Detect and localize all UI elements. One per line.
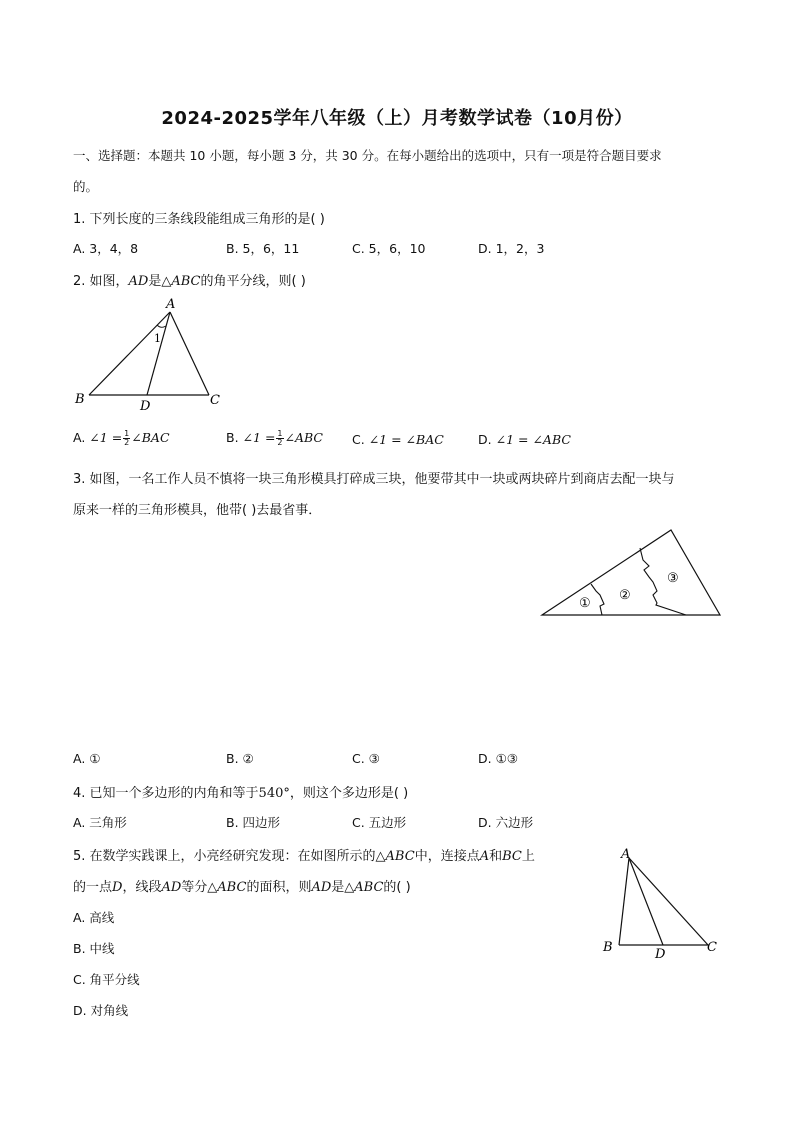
q5-l2-ad2: AD — [311, 880, 332, 895]
q2-label-c: C — [210, 393, 220, 408]
q5-l1-and: 和 — [489, 849, 503, 864]
q2-opt-a-label: A. — [73, 430, 86, 445]
q5-l1-prefix: 5. 在数学实践课上，小亮经研究发现：在如图所示的 — [73, 849, 376, 864]
q5-side-ab — [619, 858, 629, 945]
q2-stem-triangle: △ABC — [161, 274, 201, 289]
q2-stem-suffix: 的角平分线，则( ) — [200, 274, 306, 289]
q4-stem-suffix: ，则这个多边形是( ) — [289, 786, 409, 801]
q2-opt-b-left: ∠1 = — [242, 430, 276, 445]
q5-l1-triangle: △ABC — [375, 849, 415, 864]
q2-opt-a-den: 2 — [124, 438, 130, 447]
question-2-option-b — [226, 430, 323, 447]
q2-opt-b-label: B. — [226, 430, 239, 445]
question-5-option-a: A. 高线 — [73, 910, 115, 925]
q5-l2-mid4: 是 — [331, 880, 345, 895]
q2-stem-mid: 是 — [148, 274, 162, 289]
q2-opt-c-expr: ∠1 = ∠BAC — [368, 432, 444, 447]
q5-label-c: C — [707, 940, 717, 955]
q2-opt-a-right: ∠BAC — [131, 430, 170, 445]
q2-opt-b-num: 1 — [277, 429, 283, 438]
q2-opt-d-expr: ∠1 = ∠ABC — [495, 432, 571, 447]
q2-stem-ad: AD — [128, 274, 149, 289]
q5-l2-end: 的( ) — [383, 880, 411, 895]
question-1-option-c: C. 5，6，10 — [352, 241, 426, 256]
q5-l2-ad: AD — [161, 880, 182, 895]
question-5-option-c: C. 角平分线 — [73, 972, 140, 987]
q3-piece-2-label: ② — [619, 588, 631, 603]
q2-label-a: A — [166, 297, 176, 312]
q2-angle-arc — [157, 325, 166, 327]
question-2-figure — [70, 294, 230, 414]
q3-crack-right — [640, 548, 686, 615]
q2-opt-a-fraction — [123, 430, 130, 447]
question-4-option-c: C. 五边形 — [352, 815, 407, 830]
q2-opt-b-right: ∠ABC — [284, 430, 323, 445]
section-heading-line1: 一、选择题：本题共 10 小题，每小题 3 分，共 30 分。在每小题给出的选项中，只有一项是符合题目要求 — [73, 148, 662, 163]
question-1-option-d: D. 1，2，3 — [478, 241, 545, 256]
q5-l2-mid2: 等分 — [181, 880, 208, 895]
question-5-option-b: B. 中线 — [73, 941, 115, 956]
question-1-option-b: B. 5，6，11 — [226, 241, 300, 256]
question-3-stem-line2: 原来一样的三角形模具，他带( )去最省事． — [73, 503, 322, 518]
question-5-stem-line1 — [73, 845, 535, 864]
q5-l1-mid: 中，连接点 — [414, 849, 480, 864]
question-4-option-b: B. 四边形 — [226, 815, 281, 830]
q5-label-a: A — [621, 847, 631, 862]
q2-opt-d-label: D. — [478, 432, 492, 447]
question-3-option-b: B. ② — [226, 751, 254, 766]
q4-stem-value: 540° — [258, 786, 290, 801]
question-2-stem — [73, 270, 306, 289]
q2-angle-label: 1 — [154, 332, 161, 345]
question-2-option-a — [73, 430, 170, 447]
q2-opt-a-num: 1 — [124, 429, 130, 438]
q5-label-d: D — [655, 947, 666, 962]
q2-opt-a-left: ∠1 = — [89, 430, 123, 445]
question-2-option-c — [352, 432, 444, 447]
question-5-figure — [598, 843, 728, 963]
q3-crack-left — [591, 584, 604, 615]
q2-stem-prefix: 2. 如图， — [73, 274, 129, 289]
q2-opt-c-label: C. — [352, 432, 365, 447]
question-4-option-d: D. 六边形 — [478, 815, 534, 830]
q3-triangle-outline — [542, 530, 720, 615]
question-4-option-a: A. 三角形 — [73, 815, 127, 830]
q2-label-b: B — [75, 392, 85, 407]
q2-opt-b-den: 2 — [277, 438, 283, 447]
question-5-option-d: D. 对角线 — [73, 1003, 129, 1018]
q5-l1-end: 上 — [521, 849, 535, 864]
question-1-option-a: A. 3，4，8 — [73, 241, 139, 256]
q3-piece-1-label: ① — [579, 596, 591, 611]
q5-l2-point-d: D — [112, 880, 123, 895]
question-2-option-d — [478, 432, 571, 447]
q5-l1-bc: BC — [502, 849, 522, 864]
q5-l2-triangle2: △ABC — [344, 880, 384, 895]
q5-l2-prefix: 的一点 — [73, 880, 113, 895]
q4-stem-prefix: 4. 已知一个多边形的内角和等于 — [73, 786, 259, 801]
q2-opt-b-fraction — [276, 430, 283, 447]
q5-l2-triangle: △ABC — [207, 880, 247, 895]
question-4-stem — [73, 782, 408, 801]
question-3-figure — [536, 525, 726, 625]
q3-piece-3-label: ③ — [667, 571, 679, 586]
question-3-option-a: A. ① — [73, 751, 101, 766]
q2-label-d: D — [140, 399, 151, 414]
question-1-stem: 1. 下列长度的三条线段能组成三角形的是( ) — [73, 212, 325, 227]
q2-side-ac — [170, 312, 209, 395]
question-3-option-d: D. ①③ — [478, 751, 518, 766]
page-title: 2024-2025学年八年级（上）月考数学试卷（10月份） — [161, 108, 633, 129]
q5-l1-point-a: A — [479, 849, 490, 864]
question-3-stem-line1: 3. 如图，一名工作人员不慎将一块三角形模具打碎成三块，他要带其中一块或两块碎片到商店去配一块与 — [73, 472, 675, 487]
q5-segment-ad — [629, 858, 663, 945]
q5-label-b: B — [603, 940, 613, 955]
question-3-option-c: C. ③ — [352, 751, 380, 766]
question-5-stem-line2 — [73, 876, 411, 895]
q2-side-ab — [89, 312, 170, 395]
q5-side-ac — [629, 858, 708, 945]
section-heading-line2: 的。 — [73, 179, 99, 194]
q5-l2-mid: ，线段 — [122, 880, 162, 895]
q5-l2-mid3: 的面积，则 — [246, 880, 312, 895]
